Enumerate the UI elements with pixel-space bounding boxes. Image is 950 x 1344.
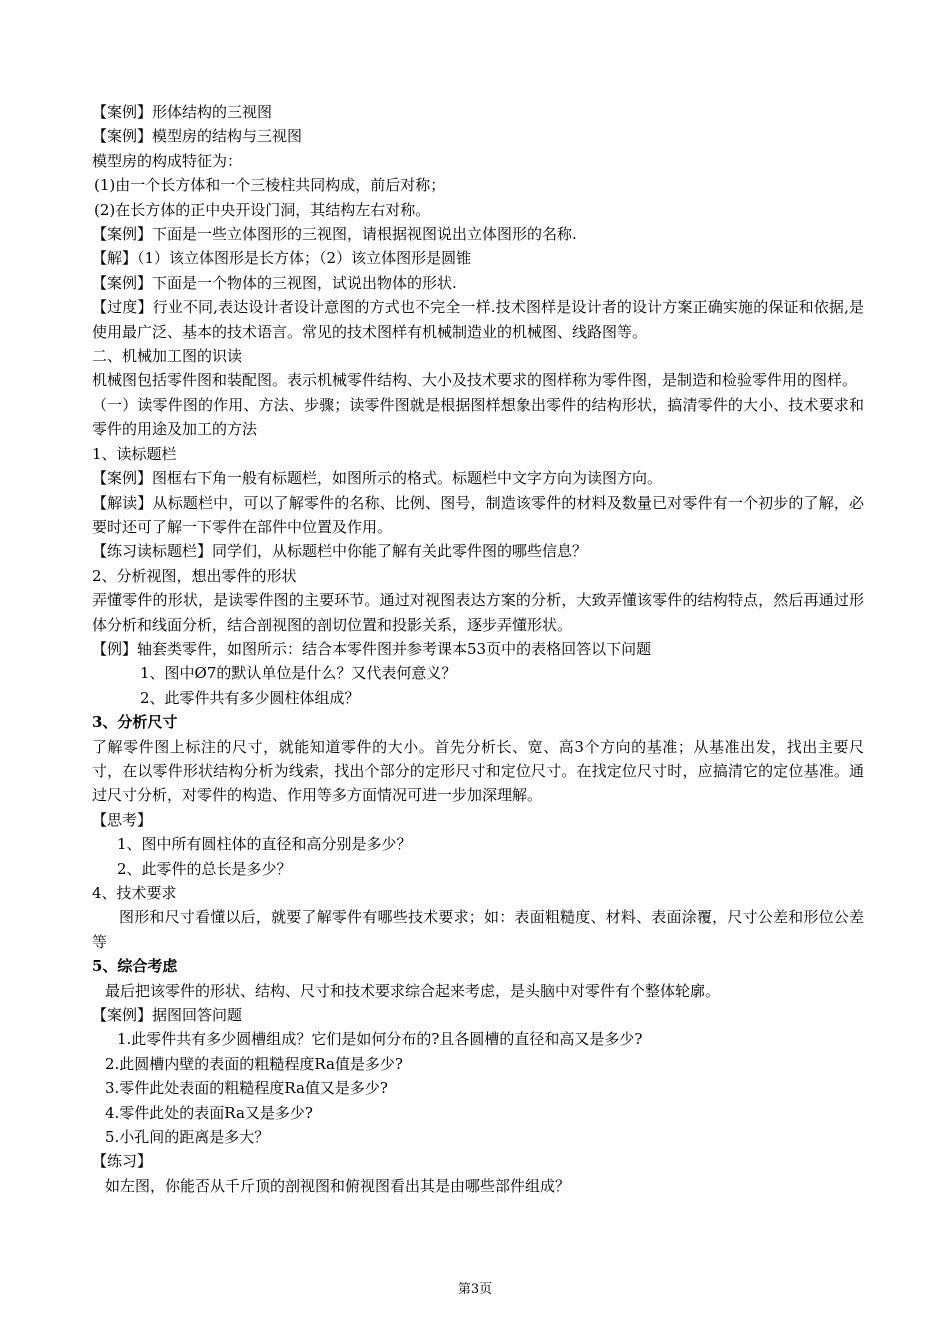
text-paragraph: （一）读零件图的作用、方法、步骤；读零件图就是根据图样想象出零件的结构形状，搞清零件的大小、技术要求和零件的用途及加工的方法 <box>92 395 864 439</box>
exercise-line: 【练习读标题栏】同学们，从标题栏中你能了解有关此零件图的哪些信息？ <box>92 542 588 561</box>
text-line: 最后把该零件的形状、结构、尺寸和技术要求综合起来考虑，是头脑中对零件有个整体轮廓。 <box>105 981 721 1000</box>
example-line: 【例】轴套类零件，如图所示：结合本零件图并参考课本53页中的表格回答以下问题 <box>92 639 652 658</box>
list-item: (1)由一个长方体和一个三棱柱共同构成，前后对称； <box>94 176 446 195</box>
subsection-heading: 5、综合考虑 <box>92 957 178 976</box>
subsection-heading: 3、分析尺寸 <box>92 713 178 732</box>
section-heading: 二、机械加工图的识读 <box>92 347 243 366</box>
question-item: 1.此零件共有多少圆槽组成？它们是如何分布的?且各圆槽的直径和高又是多少? <box>117 1030 643 1049</box>
text-paragraph: 图形和尺寸看懂以后，就要了解零件有哪些技术要求；如：表面粗糙度、材料、表面涂覆，尺寸公差和形位公差等 <box>92 908 864 951</box>
question-item: 2.此圆槽内壁的表面的粗糙程度Ra值是多少? <box>105 1054 403 1073</box>
case-line: 【案例】据图回答问题 <box>92 1006 243 1025</box>
question-item: 4.零件此处的表面Ra又是多少? <box>105 1103 313 1122</box>
case-line: 【案例】形体结构的三视图 <box>92 103 273 121</box>
question-item: 2、此零件的总长是多少？ <box>117 859 292 878</box>
case-line: 【案例】图框右下角一般有标题栏，如图所示的格式。标题栏中文字方向为读图方向。 <box>92 469 663 488</box>
page-number: 第3页 <box>457 1282 493 1297</box>
exercise-label: 【练习】 <box>92 1152 153 1171</box>
transition-paragraph: 【过度】行业不同,表达设计者设计意图的方式也不完全一样.技术图样是设计者的设计方案正确实施的保证和依据,是使用最广泛、基本的技术语言。常见的技术图样有机械制造业的机械图、线路图等。 <box>92 298 864 341</box>
text-line: 模型房的构成特征为： <box>92 151 243 170</box>
page-body <box>92 100 864 1198</box>
text-paragraph: 【解读】从标题栏中，可以了解零件的名称、比例、图号，制造该零件的材料及数量已对零件有一个初步的了解，必要时还可了解一下零件在部件中位置及作用。 <box>92 493 864 536</box>
subsection-heading: 2、分析视图，想出零件的形状 <box>92 566 297 585</box>
subsection-heading: 1、读标题栏 <box>92 444 177 463</box>
text-paragraph: 机械图包括零件图和装配图。表示机械零件结构、大小及技术要求的图样称为零件图，是制造和检验零件用的图样。 <box>92 371 858 390</box>
question-item: 5.小孔间的距离是多大？ <box>105 1128 270 1147</box>
text-line: 如左图，你能否从千斤顶的剖视图和俯视图看出其是由哪些部件组成？ <box>105 1176 571 1195</box>
question-item: 1、图中Ø7的默认单位是什么？又代表何意义？ <box>140 664 457 683</box>
question-item: 3.零件此处表面的粗糙程度Ra值又是多少? <box>105 1079 388 1098</box>
case-line: 【案例】下面是一个物体的三视图，试说出物体的形状. <box>92 273 457 292</box>
list-item: (2)在长方体的正中央开设门洞，其结构左右对称。 <box>94 200 431 219</box>
question-item: 2、此零件共有多少圆柱体组成？ <box>140 688 360 707</box>
think-label: 【思考】 <box>92 810 153 829</box>
case-line: 【案例】下面是一些立体图形的三视图，请根据视图说出立体图形的名称. <box>92 225 577 244</box>
text-paragraph: 了解零件图上标注的尺寸，就能知道零件的大小。首先分析长、宽、高3个方向的基准；从基准出发，找出主要尺寸，在以零件形状结构分析为线索，找出个部分的定形尺寸和定位尺寸。在找定位尺寸时，应搞清它的定位基准。通过尺寸分析，对零件的构造、作用等多方面情况可进一步加深理解。 <box>92 737 864 805</box>
text-paragraph: 弄懂零件的形状，是读零件图的主要环节。通过对视图表达方案的分析，大致弄懂该零件的结构特点，然后再通过形体分析和线面分析，结合剖视图的剖切位置和投影关系，逐步弄懂形状。 <box>92 591 864 634</box>
answer-line: 【解】（1）该立体图形是长方体；（2）该立体图形是圆锥 <box>92 249 472 268</box>
case-line: 【案例】模型房的结构与三视图 <box>92 127 303 146</box>
subsection-heading: 4、技术要求 <box>92 884 177 902</box>
question-item: 1、图中所有圆柱体的直径和高分别是多少？ <box>117 835 412 854</box>
